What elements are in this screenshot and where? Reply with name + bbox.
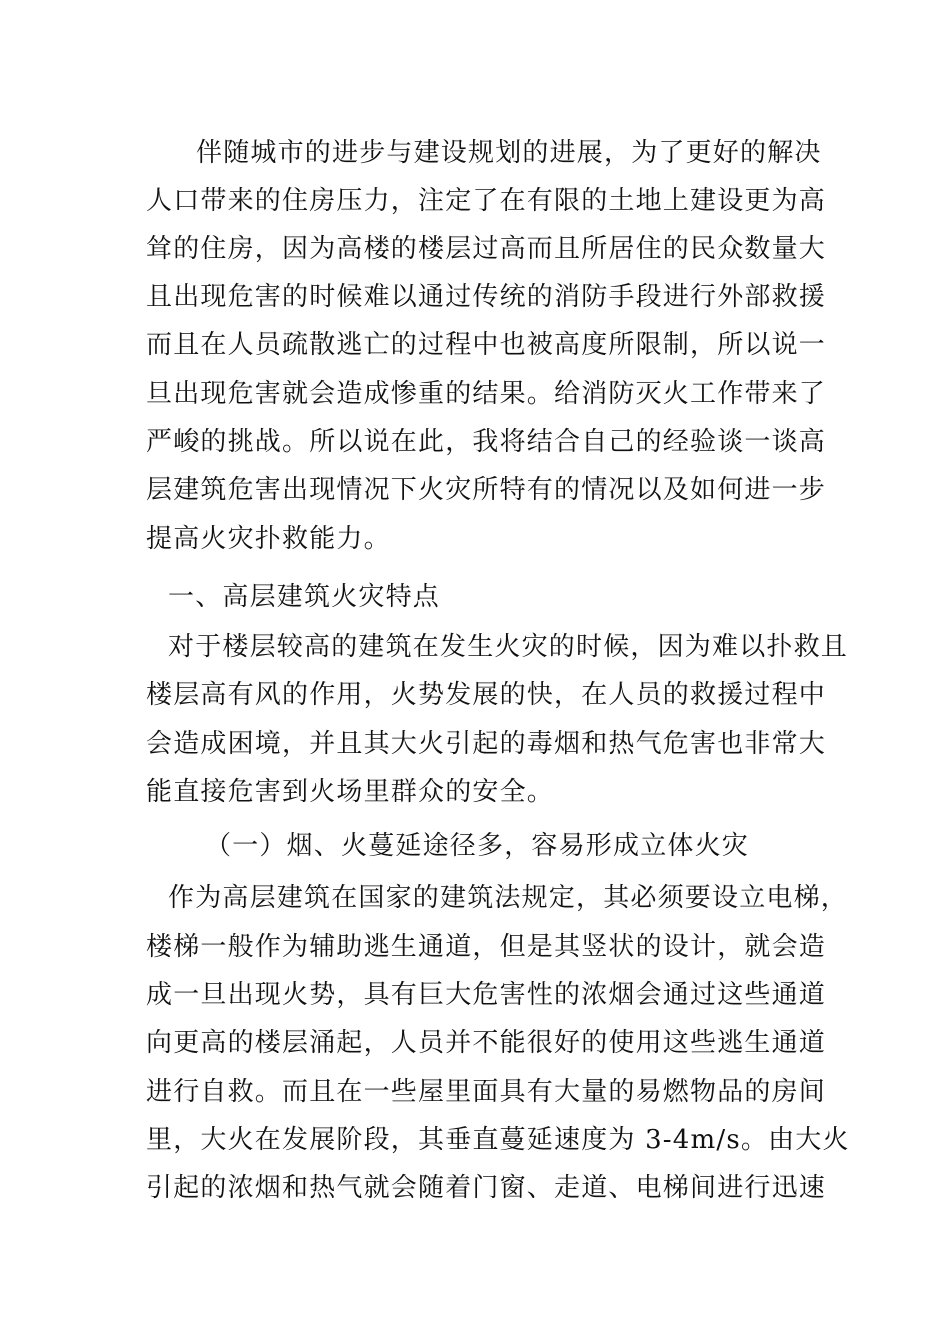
subsection-paragraph-line-6: 里，大火在发展阶段，其垂直蔓延速度为 3-4m/s。由大火: [146, 1125, 850, 1155]
section-heading: 一、高层建筑火灾特点: [168, 582, 441, 612]
section-paragraph-line-3: 会造成困境，并且其大火引起的毒烟和热气危害也非常大: [146, 729, 827, 759]
subsection-paragraph-line-4: 向更高的楼层涌起，人员并不能很好的使用这些逃生通道: [146, 1028, 827, 1058]
section-paragraph-line-2: 楼层高有风的作用，火势发展的快，在人员的救援过程中: [146, 680, 827, 710]
subsection-paragraph-line-7: 引起的浓烟和热气就会随着门窗、走道、电梯间进行迅速: [146, 1173, 827, 1203]
subsection-paragraph-line-2: 楼梯一般作为辅助逃生通道，但是其竖状的设计，就会造: [146, 932, 827, 962]
subsection-paragraph-line-3: 成一旦出现火势，具有巨大危害性的浓烟会通过这些通道: [146, 980, 827, 1010]
intro-paragraph-line-7: 严峻的挑战。所以说在此，我将结合自己的经验谈一谈高: [146, 427, 827, 457]
subsection-paragraph-line-1: 作为高层建筑在国家的建筑法规定，其必须要设立电梯，: [168, 883, 849, 913]
subsection-paragraph-line-5: 进行自救。而且在一些屋里面具有大量的易燃物品的房间: [146, 1077, 827, 1107]
subsection-heading: （一）烟、火蔓延途径多，容易形成立体火灾: [205, 831, 750, 861]
intro-paragraph-line-9: 提高火灾扑救能力。: [146, 524, 391, 554]
section-paragraph-line-4: 能直接危害到火场里群众的安全。: [146, 777, 555, 807]
intro-paragraph-line-8: 层建筑危害出现情况下火灾所特有的情况以及如何进一步: [146, 475, 827, 505]
intro-paragraph-line-5: 而且在人员疏散逃亡的过程中也被高度所限制，所以说一: [146, 330, 827, 360]
intro-paragraph-line-4: 且出现危害的时候难以通过传统的消防手段进行外部救援: [146, 282, 827, 312]
intro-paragraph-line-2: 人口带来的住房压力，注定了在有限的土地上建设更为高: [146, 186, 827, 216]
intro-paragraph-line-3: 耸的住房，因为高楼的楼层过高而且所居住的民众数量大: [146, 234, 827, 264]
intro-paragraph-line-1: 伴随城市的进步与建设规划的进展，为了更好的解决: [196, 138, 822, 168]
intro-paragraph-line-6: 旦出现危害就会造成惨重的结果。给消防灭火工作带来了: [146, 379, 827, 409]
section-paragraph-line-1: 对于楼层较高的建筑在发生火灾的时候，因为难以扑救且: [168, 632, 849, 662]
